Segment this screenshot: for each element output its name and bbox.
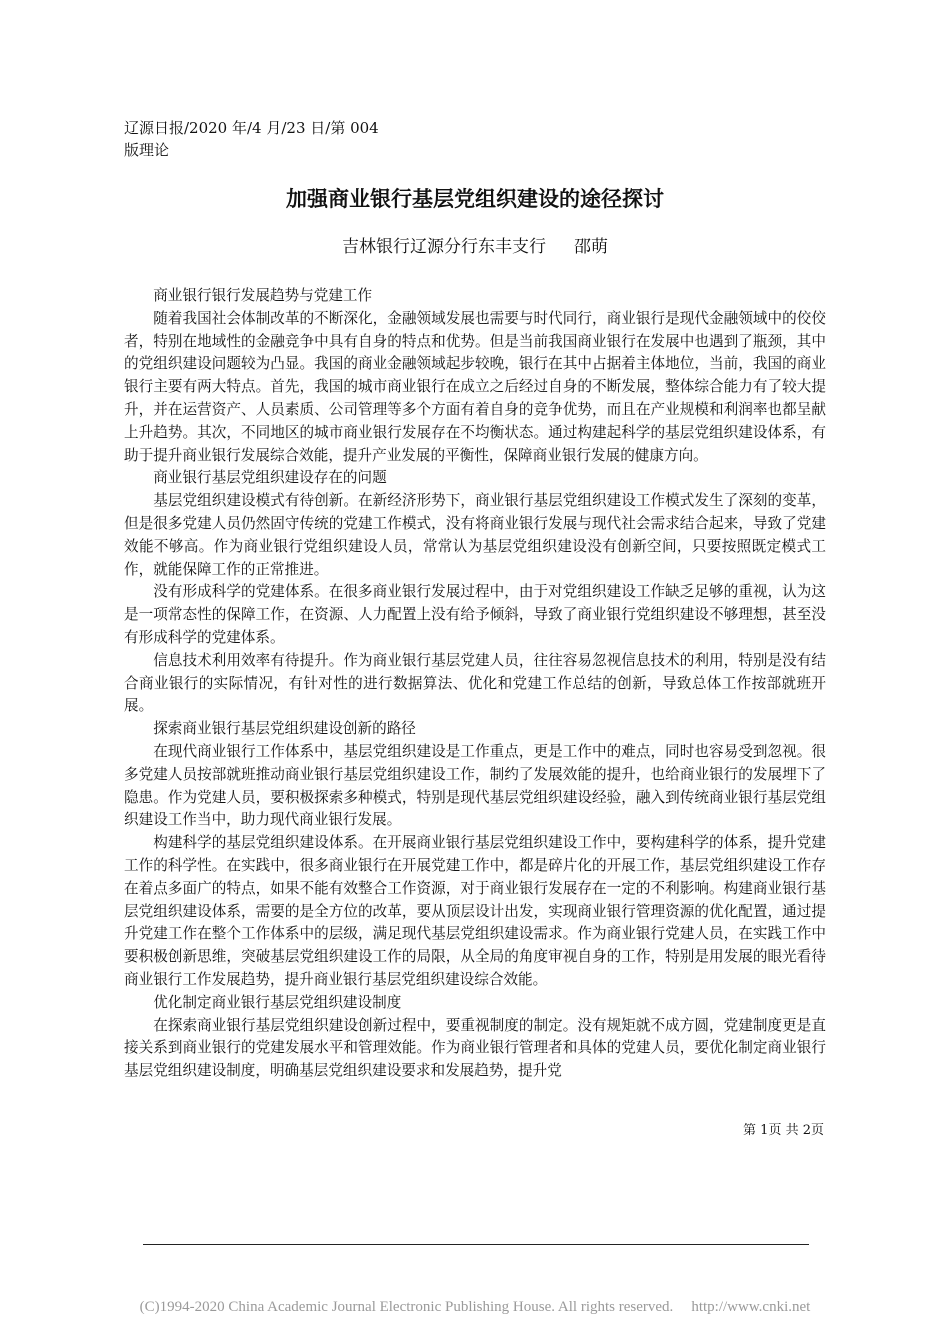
section-heading: 商业银行基层党组织建设存在的问题 <box>153 469 387 487</box>
source-citation <box>124 117 424 161</box>
footer-divider <box>143 1244 809 1245</box>
article-body <box>124 285 826 1083</box>
source-line-1: 辽源日报/2020 年/4 月/23 日/第 004 <box>124 119 379 137</box>
body-paragraph: 信息技术利用效率有待提升。作为商业银行基层党建人员，往往容易忽视信息技术的利用，特别是没有结合商业银行的实际情况，有针对性的进行数据算法、优化和党建工作总结的创新，导致总体工作按部就班开展。 <box>124 651 826 715</box>
body-paragraph: 在现代商业银行工作体系中，基层党组织建设是工作重点，更是工作中的难点，同时也容易受到忽视。很多党建人员按部就班推动商业银行基层党组织建设工作，制约了发展效能的提升，也给商业银行的发展埋下了隐患。作为党建人员，要积极探索多种模式，特别是现代基层党组织建设经验，融入到传统商业银行基层党组织建设工作当中，助力现代商业银行发展。 <box>124 742 826 829</box>
author-line <box>0 234 950 260</box>
section-heading: 商业银行银行发展趋势与党建工作 <box>153 287 373 304</box>
footer-url[interactable]: http://www.cnki.net <box>691 1299 811 1315</box>
body-paragraph: 基层党组织建设模式有待创新。在新经济形势下，商业银行基层党组织建设工作模式发生了深刻的变革，但是很多党建人员仍然固守传统的党建工作模式，没有将商业银行发展与现代社会需求结合起来，导致了党建效能不够高。作为商业银行党组织建设人员，常常认为基层党组织建设没有创新空间，只要按照既定模式工作，就能保障工作的正常推进。 <box>124 492 826 578</box>
footer-copyright <box>0 1297 950 1317</box>
copyright-text: (C)1994-2020 China Academic Journal Electronic Publishing House. All rights reserved. <box>139 1299 674 1315</box>
body-paragraph: 随着我国社会体制改革的不断深化，金融领域发展也需要与时代同行，商业银行是现代金融领域中的佼佼者，特别在地域性的金融竞争中具有自身的特点和优势。但是当前我国商业银行在发展中也遇到了瓶颈，其中的党组织建设问题较为凸显。我国的商业金融领域起步较晚，银行在其中占据着主体地位，当前，我国的商业银行主要有两大特点。首先，我国的城市商业银行在成立之后经过自身的不断发展，整体综合能力有了较大提升，并在运营资产、人员素质、公司管理等多个方面有着自身的竞争优势，而且在产业规模和利润率也都呈献上升趋势。其次，不同地区的城市商业银行发展存在不均衡状态。通过构建起科学的基层党组织建设体系，有助于提升商业银行发展综合效能，提升产业发展的平衡性，保障商业银行发展的健康方向。 <box>124 309 826 464</box>
body-paragraph: 构建科学的基层党组织建设体系。在开展商业银行基层党组织建设工作中，要构建科学的体系，提升党建工作的科学性。在实践中，很多商业银行在开展党建工作中，都是碎片化的开展工作，基层党组织建设工作存在着点多面广的特点，如果不能有效整合工作资源，对于商业银行发展存在一定的不利影响。构建商业银行基层党组织建设体系，需要的是全方位的改革，要从顶层设计出发，实现商业银行管理资源的优化配置，通过提升党建工作在整个工作体系中的层级，满足现代基层党组织建设需求。作为商业银行党建人员，在实践工作中要积极创新思维，突破基层党组织建设工作的局限，从全局的角度审视自身的工作，特别是用发展的眼光看待商业银行工作发展趋势，提升商业银行基层党组织建设综合效能。 <box>124 834 826 988</box>
author-affiliation: 吉林银行辽源分行东丰支行 <box>342 237 546 257</box>
source-line-2: 版理论 <box>124 141 170 159</box>
section-heading: 探索商业银行基层党组织建设创新的路径 <box>153 720 416 738</box>
body-paragraph: 在探索商业银行基层党组织建设创新过程中，要重视制度的制定。没有规矩就不成方圆，党建制度更是直接关系到商业银行的党建发展水平和管理效能。作为商业银行管理者和具体的党建人员，要优化制定商业银行基层党组织建设制度，明确基层党组织建设要求和发展趋势，提升党 <box>124 1016 826 1080</box>
article-title: 加强商业银行基层党组织建设的途径探讨 <box>286 187 664 211</box>
section-heading: 优化制定商业银行基层党组织建设制度 <box>153 993 402 1011</box>
author-name: 邵萌 <box>574 237 608 257</box>
page-number: 第 1页 共 2页 <box>743 1123 824 1138</box>
body-paragraph: 没有形成科学的党建体系。在很多商业银行发展过程中，由于对党组织建设工作缺乏足够的重视，认为这是一项常态性的保障工作，在资源、人力配置上没有给予倾斜，导致了商业银行党组织建设不够理想，甚至没有形成科学的党建体系。 <box>124 583 826 646</box>
